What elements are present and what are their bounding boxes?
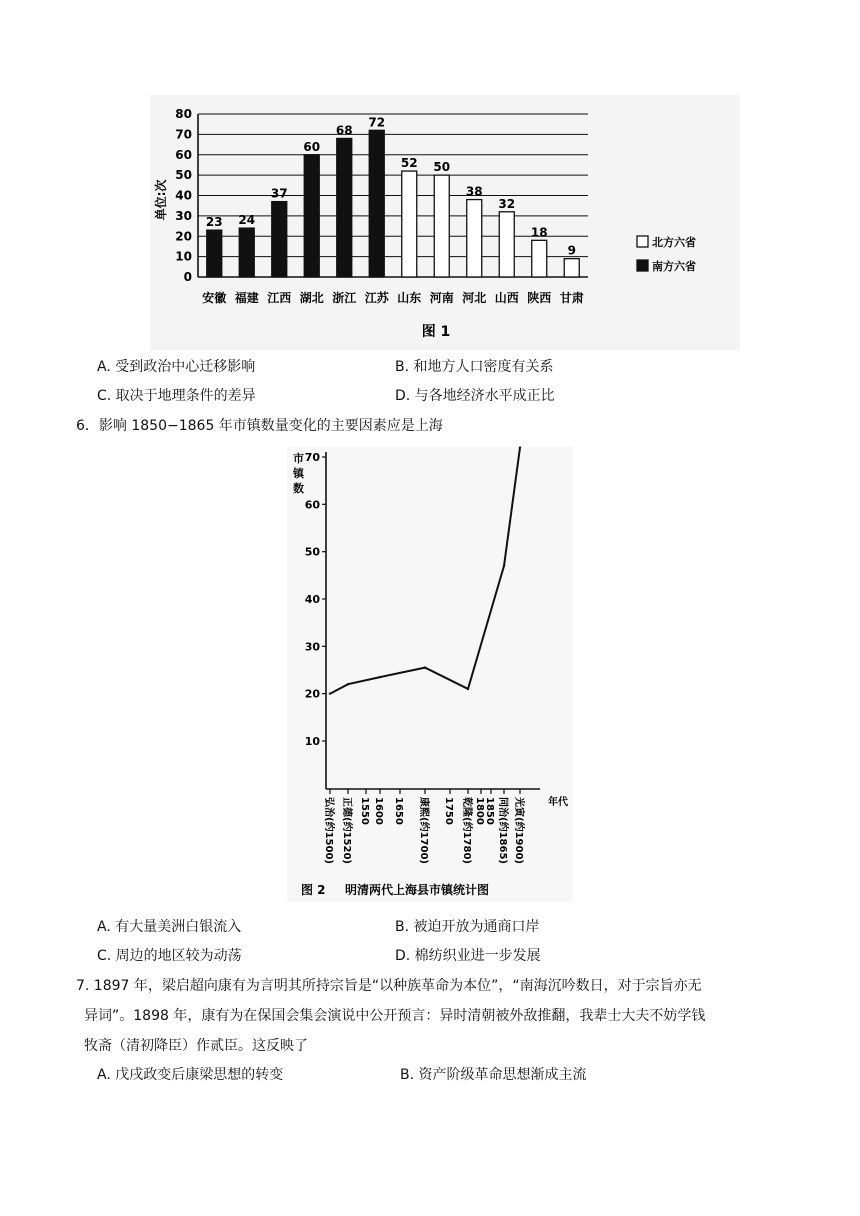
figure-1-category-label: 福建 [234, 291, 259, 305]
figure-1-y-axis-label: 单位:次 [154, 179, 168, 221]
figure-2-x-tick-label: 康熙(约1700) [418, 797, 429, 864]
figure-2-y-axis-label: 市镇数 [293, 452, 304, 495]
figure-2-data-point [347, 683, 349, 685]
q6-option-b[interactable]: B. 被迫开放为通商口岸 [395, 919, 540, 935]
figure-1-y-tick-label: 50 [175, 168, 192, 183]
figure-2-y-tick-label: 20 [304, 687, 320, 701]
figure-2-title: 明清两代上海县市镇统计图 [345, 883, 490, 897]
q7-stem-line-3: 牧斋（清初降臣）作贰臣。这反映了 [84, 1038, 308, 1054]
figure-1-y-tick-label: 40 [175, 188, 192, 203]
figure-1-y-tick-label: 30 [175, 208, 192, 223]
q6-stem: 6．影响 1850−1865 年市镇数量变化的主要因素应是上海 [76, 418, 443, 434]
figure-2-x-tick-label: 1600 [373, 797, 384, 825]
figure-1-category-label: 江苏 [364, 291, 389, 305]
figure-1-category-label: 山东 [397, 291, 422, 305]
figure-1-y-tick-label: 10 [175, 249, 192, 264]
figure-2-x-axis-label: 年代 [548, 797, 568, 808]
figure-2-x-tick-label: 1800 [474, 797, 485, 825]
figure-1-category-label: 湖北 [299, 291, 324, 305]
figure-1-category-label: 安徽 [202, 291, 227, 305]
figure-2-data-point [503, 565, 505, 567]
legend-label-south: 南方六省 [652, 260, 696, 273]
figure-2-x-tick-label: 1850 [484, 797, 495, 825]
q7-option-a[interactable]: A. 戊戌政变后康梁思想的转变 [97, 1067, 284, 1083]
figure-2-x-tick-label: 弘治(约1500) [323, 797, 334, 864]
figure-2-data-point [424, 666, 426, 668]
q6-option-c[interactable]: C. 周边的地区较为动荡 [97, 948, 242, 964]
figure-1-category-label: 山西 [494, 291, 519, 305]
figure-2-y-tick-label: 40 [304, 593, 320, 606]
figure-2-x-tick-label: 1550 [359, 797, 370, 825]
figure-1-data-label: 37 [270, 186, 288, 201]
figure-2-data-point [329, 692, 331, 694]
figure-1-data-label: 60 [303, 139, 321, 154]
figure-1-category-label: 河南 [429, 291, 454, 305]
figure-2-y-tick-label: 70 [304, 451, 320, 464]
figure-1-data-label: 23 [205, 215, 223, 230]
figure-2-y-tick-label: 30 [304, 640, 320, 654]
figure-2-x-tick-label: 1750 [443, 797, 454, 825]
figure-1-category-label: 浙江 [332, 291, 357, 305]
figure-2-x-tick-label: 同治(约1865) [497, 797, 508, 864]
figure-2-x-tick-label: 乾隆(约1780) [461, 797, 472, 864]
figure-2-x-tick-label: 光寅(约1900) [513, 797, 524, 864]
q6-option-d[interactable]: D. 棉纺织业进一步发展 [395, 948, 541, 964]
q7-option-b[interactable]: B. 资产阶级革命思想渐成主流 [400, 1067, 587, 1083]
figure-2-x-tick-label: 1650 [393, 797, 404, 825]
figure-2-y-tick-label: 60 [304, 498, 320, 512]
q6-option-a[interactable]: A. 有大量美洲白银流入 [97, 919, 242, 935]
q5-option-c[interactable]: C. 取决于地理条件的差异 [97, 388, 256, 404]
q5-option-d[interactable]: D. 与各地经济水平成正比 [395, 388, 555, 404]
figure-1-data-label: 52 [400, 156, 418, 171]
figure-2-y-tick-label: 10 [304, 735, 320, 748]
figure-1-category-label: 陕西 [527, 291, 552, 305]
figure-1-y-tick-label: 70 [175, 127, 192, 142]
figure-2-y-tick-label: 50 [304, 545, 320, 559]
figure-1-category-label: 甘肃 [559, 291, 584, 305]
figure-2-series-line [330, 448, 520, 694]
figure-1-category-label: 河北 [462, 291, 487, 305]
figure-1-data-label: 32 [498, 196, 516, 211]
figure-1-data-label: 9 [567, 243, 576, 258]
figure-1-category-label: 江西 [267, 291, 292, 305]
figure-2-x-tick-label: 正德(约1520) [341, 797, 352, 864]
figure-2-data-point [519, 446, 521, 448]
figure-1-data-label: 50 [433, 160, 451, 175]
figure-1-data-label: 18 [530, 225, 548, 240]
figure-1-y-tick-label: 60 [175, 147, 192, 162]
figure-1-data-label: 38 [465, 184, 483, 199]
figure-1-y-tick-label: 80 [175, 107, 192, 121]
q7-stem-line-2: 异词”。1898 年，康有为在保国会集会演说中公开预言：异时清朝被外敌推翻，我辈士大夫不妨学钱 [84, 1008, 706, 1024]
figure-1-data-label: 68 [335, 123, 353, 138]
figure-2-caption: 图 2 [301, 883, 326, 897]
figure-1-y-tick-label: 20 [175, 229, 192, 244]
figure-1-y-tick-label: 0 [183, 270, 192, 284]
figure-1-data-label: 72 [368, 115, 386, 130]
figure-2-data-point [379, 676, 381, 678]
q5-option-a[interactable]: A. 受到政治中心迁移影响 [97, 359, 256, 375]
figure-1-data-label: 24 [238, 213, 256, 228]
figure-1-caption: 图 1 [421, 324, 451, 340]
q7-stem-line-1: 7. 1897 年，梁启超向康有为言明其所持宗旨是“以种族革命为本位”，“南海沉吟数日，对于宗旨亦无 [76, 978, 702, 994]
legend-label-north: 北方六省 [652, 236, 696, 249]
q5-option-b[interactable]: B. 和地方人口密度有关系 [395, 359, 554, 375]
figure-2-data-point [467, 688, 469, 690]
